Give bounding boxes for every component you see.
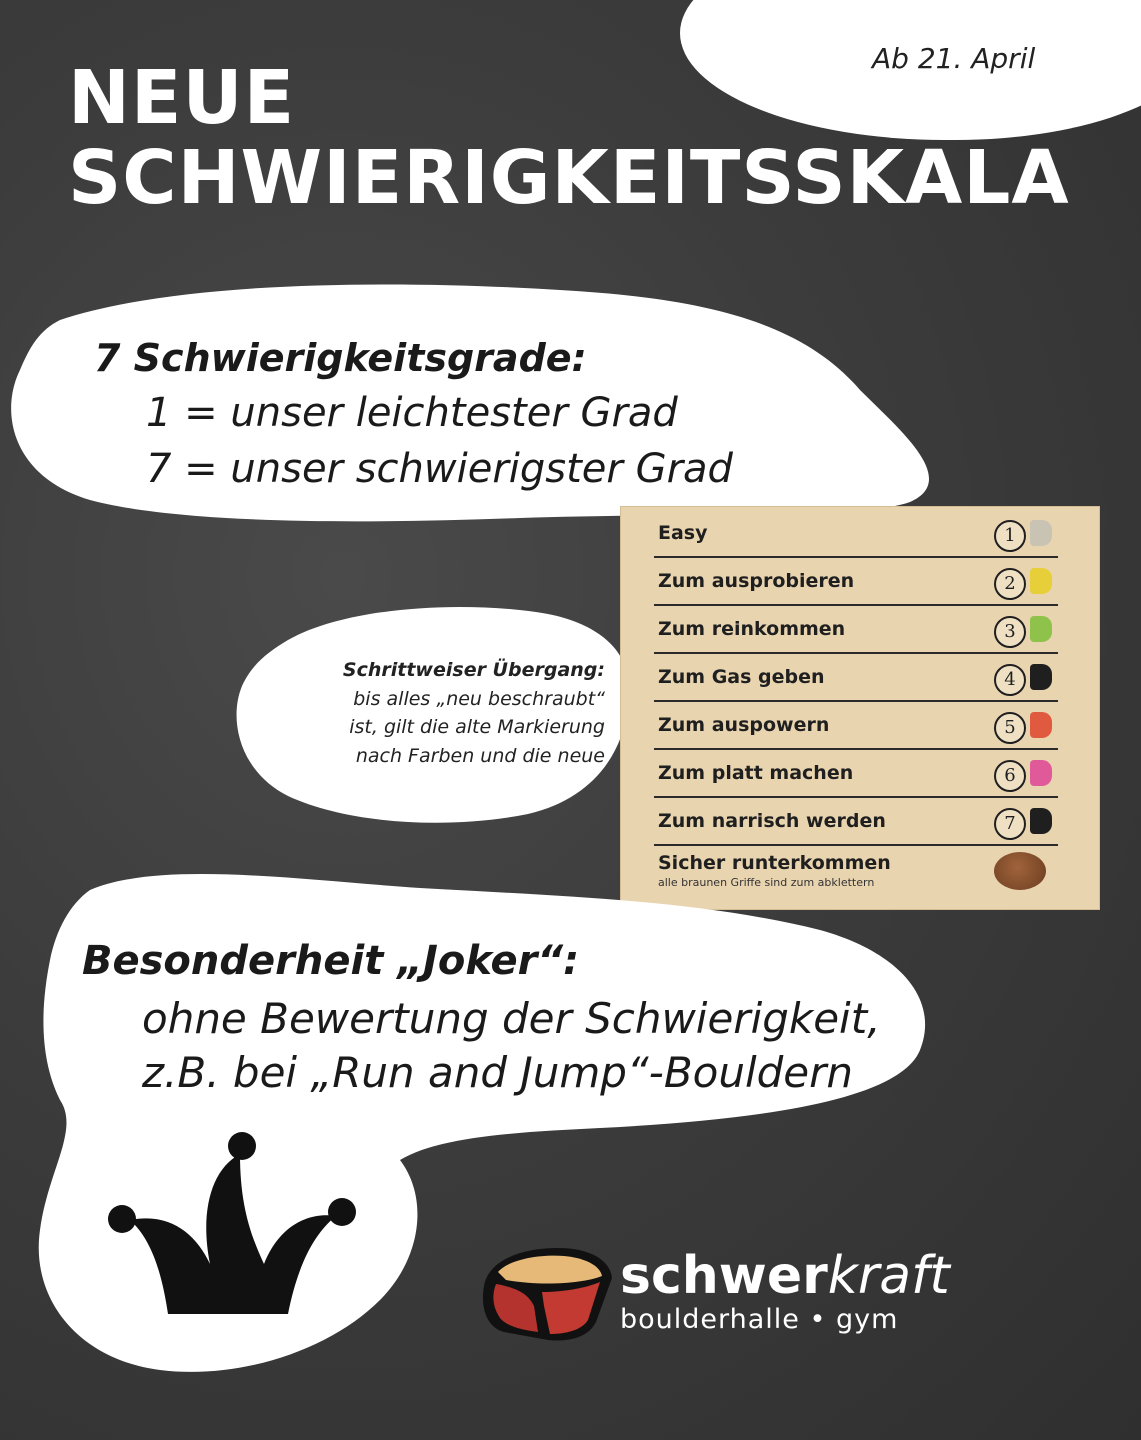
grade-number-badge: 3 bbox=[994, 616, 1026, 648]
logo-wordmark bbox=[620, 1246, 950, 1306]
grade-color-tag bbox=[1030, 520, 1052, 546]
grade-hardest: 7 = unser schwierigster Grad bbox=[146, 446, 733, 492]
logo-light-text: kraft bbox=[827, 1246, 950, 1306]
scale-row bbox=[654, 606, 1058, 654]
logo-bold-text: schwer bbox=[620, 1246, 828, 1306]
grade-number-badge: 6 bbox=[994, 760, 1026, 792]
scale-row bbox=[654, 798, 1058, 846]
date-label: Ab 21. April bbox=[872, 42, 1036, 75]
transition-heading: Schrittweiser Übergang: bbox=[342, 659, 605, 681]
jester-hat-icon bbox=[100, 1124, 370, 1324]
scale-row-label: Zum reinkommen bbox=[658, 618, 846, 640]
joker-line-2: z.B. bei „Run and Jump“-Bouldern bbox=[142, 1048, 854, 1097]
joker-heading: Besonderheit „Joker“: bbox=[82, 938, 580, 984]
grades-heading: 7 Schwierigkeitsgrade: bbox=[94, 336, 587, 380]
scale-row-label: Easy bbox=[658, 522, 708, 544]
transition-line-2: bis alles „neu beschraubt“ bbox=[353, 687, 605, 710]
scale-row-label: Zum auspowern bbox=[658, 714, 830, 736]
grade-number-badge: 1 bbox=[994, 520, 1026, 552]
schwerkraft-logo bbox=[478, 1244, 978, 1344]
scale-row bbox=[654, 654, 1058, 702]
grade-color-tag bbox=[1030, 712, 1052, 738]
grade-color-tag bbox=[1030, 568, 1052, 594]
brown-hold-icon bbox=[994, 852, 1046, 890]
transition-line-4: nach Farben und die neue bbox=[355, 744, 605, 767]
logo-tagline: boulderhalle • gym bbox=[620, 1304, 899, 1335]
scale-row-label: Zum platt machen bbox=[658, 762, 854, 784]
grade-number-badge: 2 bbox=[994, 568, 1026, 600]
grade-color-tag bbox=[1030, 664, 1052, 690]
grade-color-tag bbox=[1030, 616, 1052, 642]
grade-color-tag bbox=[1030, 760, 1052, 786]
scale-row-label: Zum Gas geben bbox=[658, 666, 825, 688]
page-title bbox=[68, 55, 1070, 221]
scale-row bbox=[654, 702, 1058, 750]
grade-easiest: 1 = unser leichtester Grad bbox=[146, 390, 678, 436]
grade-number-badge: 5 bbox=[994, 712, 1026, 744]
grade-number-badge: 4 bbox=[994, 664, 1026, 696]
downclimb-label: Sicher runterkommen bbox=[658, 852, 891, 874]
scale-row bbox=[654, 558, 1058, 606]
scale-row-label: Zum ausprobieren bbox=[658, 570, 855, 592]
title-line-2: SCHWIERIGKEITSSKALA bbox=[68, 135, 1070, 221]
downclimb-note: alle braunen Griffe sind zum abklettern bbox=[658, 876, 875, 889]
grade-color-tag bbox=[1030, 808, 1052, 834]
scale-row bbox=[654, 750, 1058, 798]
transition-line-3: ist, gilt die alte Markierung bbox=[349, 716, 605, 738]
title-line-1: NEUE bbox=[68, 55, 296, 141]
logo-block-icon bbox=[478, 1244, 618, 1344]
scale-row bbox=[654, 510, 1058, 558]
transition-note bbox=[245, 656, 605, 770]
grade-number-badge: 7 bbox=[994, 808, 1026, 840]
scale-row-label: Zum narrisch werden bbox=[658, 810, 886, 832]
joker-line-1: ohne Bewertung der Schwierigkeit, bbox=[142, 994, 881, 1043]
difficulty-scale-board bbox=[620, 506, 1100, 910]
